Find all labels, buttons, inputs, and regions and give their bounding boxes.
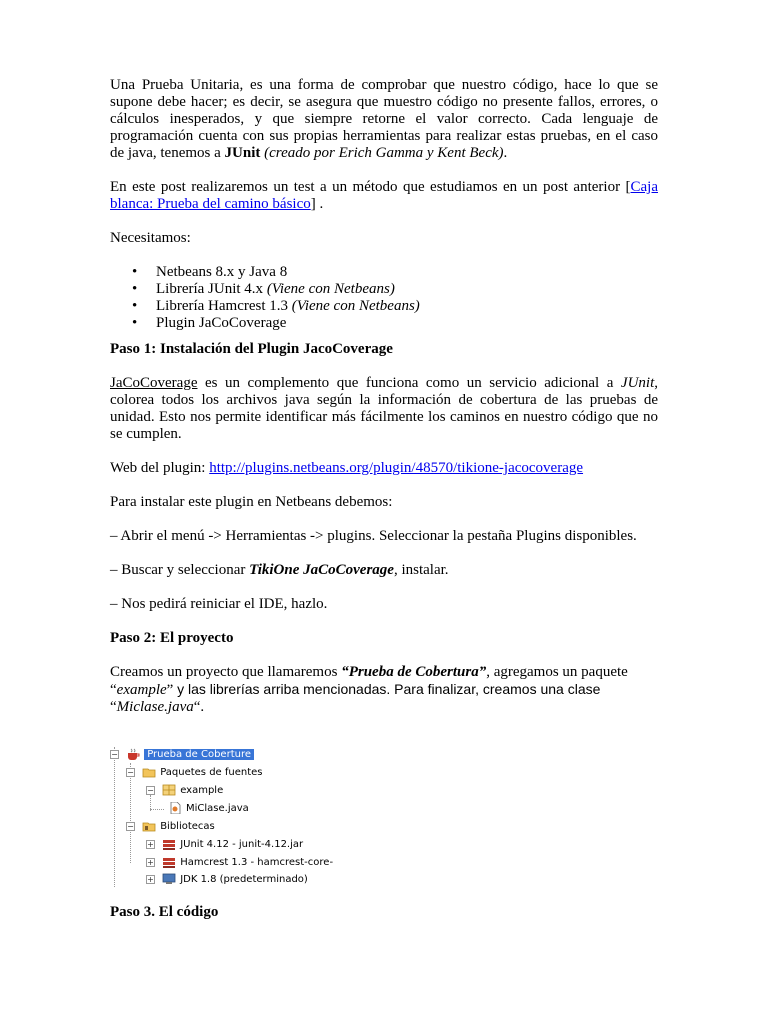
step2-title (110, 630, 658, 647)
project-tree-image (110, 739, 350, 889)
tree-node-file[interactable] (168, 801, 249, 817)
tree-node-libraries[interactable] (126, 819, 215, 835)
intro-text: Una Prueba Unitaria, es una forma de comprobar que nuestro código, hace lo que se supone debe hacer; es decir, se asegura que muestro código no presente fallos, errores, o cálculos inesperados, y que siempre retorne el valor correcto. Cada lenguaje de programación cuenta con sus propias herramientas para realizar estas pruebas, en el caso de java, tenemos a (110, 77, 658, 161)
post-paragraph (110, 179, 658, 213)
tree-node-package[interactable] (146, 783, 223, 799)
package-label: example (180, 785, 224, 796)
needs-heading: Necesitamos: (110, 230, 191, 246)
junit-credit: (creado por Erich Gamma y Kent Beck) (264, 145, 504, 161)
jar-icon (162, 838, 176, 850)
package-name: example (116, 682, 167, 698)
plugin-name: TikiOne JaCoCoverage (249, 562, 394, 578)
post-text: En este post realizaremos un test a un método que estudiamos en un post anterior [ (110, 179, 631, 195)
jaco-paragraph (110, 375, 658, 443)
bullet-icon: • (132, 298, 138, 314)
sources-label: Paquetes de fuentes (160, 767, 263, 778)
tree-guide-line (114, 747, 115, 887)
package-icon (162, 784, 176, 796)
step2-title-text: Paso 2: El proyecto (110, 630, 234, 646)
collapse-icon[interactable]: − (147, 785, 154, 795)
file-label: MiClase.java (186, 803, 249, 814)
intro-end: . (503, 145, 508, 161)
libraries-label: Bibliotecas (160, 821, 215, 832)
project-text-4: y las librerías arriba mencionadas. Para finalizar, creamos una clase (177, 681, 601, 697)
expand-icon[interactable]: + (147, 874, 154, 884)
jdk-icon (162, 873, 176, 885)
project-text-2: , agregamos un paquete “ (110, 664, 628, 698)
project-name: “Prueba de Cobertura” (341, 664, 487, 680)
tree-node-sources[interactable] (126, 765, 263, 781)
tree-guide-line (150, 809, 164, 810)
tree-node-jdk[interactable] (146, 872, 308, 888)
class-name: Miclase.java (116, 699, 194, 715)
folder-icon (142, 766, 156, 778)
list-item-note: (Viene con Netbeans) (266, 281, 395, 297)
install-intro: Para instalar este plugin en Netbeans debemos: (110, 494, 393, 510)
install-step-a: – Abrir el menú -> Herramientas -> plugins. Seleccionar la pestaña Plugins disponibles. (110, 528, 637, 544)
lib-junit-label: JUnit 4.12 - junit-4.12.jar (180, 839, 304, 850)
web-label: Web del plugin: (110, 460, 210, 476)
project-text-6: “. (193, 699, 205, 715)
expand-icon[interactable]: + (147, 839, 154, 849)
jar-icon (162, 856, 176, 868)
intro-paragraph (110, 77, 658, 162)
list-item-text: Plugin JaCoCoverage (156, 315, 287, 331)
list-item-text: Librería Hamcrest 1.3 (156, 298, 292, 314)
project-text-5: “ (110, 699, 117, 715)
list-item-note: (Viene con Netbeans) (291, 298, 420, 314)
junit-bold: JUnit (224, 145, 261, 161)
list-item (110, 315, 658, 332)
jdk-label: JDK 1.8 (predeterminado) (180, 874, 308, 885)
list-item-text: Librería JUnit 4.x (156, 281, 267, 297)
bullet-icon: • (132, 281, 138, 297)
step1-title (110, 341, 658, 358)
install-step-b (110, 562, 658, 579)
collapse-icon[interactable]: − (111, 749, 118, 759)
collapse-icon[interactable]: − (127, 821, 134, 831)
jaco-junit: JUnit (620, 375, 655, 391)
list-item (110, 281, 658, 298)
step1-title-text: Paso 1: Instalación del Plugin JacoCoverage (110, 341, 393, 357)
bullet-icon: • (132, 315, 138, 331)
java-file-icon (168, 802, 182, 814)
lib-hamcrest-label: Hamcrest 1.3 - hamcrest-core- (180, 857, 334, 868)
expand-icon[interactable]: + (147, 857, 154, 867)
list-item-text: Netbeans 8.x y Java 8 (156, 264, 288, 280)
jaco-desc-b: , colorea todos los archivos java según la información de cobertura de las pruebas de unidad. Esto nos permite identificar más fácilmente los caminos en nuestro código que no se cumplen. (110, 375, 658, 442)
tree-node-lib-junit[interactable] (146, 837, 303, 853)
list-item (110, 298, 658, 315)
document-body (110, 77, 658, 716)
bullet-icon: • (132, 264, 138, 280)
collapse-icon[interactable]: − (127, 767, 134, 777)
jaco-name: JaCoCoverage (110, 375, 198, 391)
list-item (110, 264, 658, 281)
project-label: Prueba de Coberture (144, 749, 254, 760)
post-end: ] . (310, 196, 324, 212)
java-project-icon (126, 748, 140, 760)
tree-node-project[interactable] (110, 747, 254, 763)
step3-title-text: Paso 3. El código (110, 904, 219, 920)
project-text-3: ” (166, 682, 178, 698)
libraries-folder-icon (142, 820, 156, 832)
project-text-1: Creamos un proyecto que llamaremos (110, 664, 342, 680)
plugin-web-link[interactable]: http://plugins.netbeans.org/plugin/48570/tikione-jacocoverage (209, 460, 584, 476)
web-paragraph (110, 460, 658, 477)
requirements-list (110, 264, 658, 332)
step3-title (110, 904, 218, 921)
install-step-b-text: – Buscar y seleccionar (110, 562, 250, 578)
tree-node-lib-hamcrest[interactable] (146, 855, 333, 871)
project-paragraph (110, 664, 658, 716)
jaco-desc-a: es un complemento que funciona como un servicio adicional a (197, 375, 621, 391)
install-step-b-end: , instalar. (393, 562, 449, 578)
previous-post-link[interactable]: Caja blanca: Prueba del camino básico (110, 179, 658, 212)
install-step-c: – Nos pedirá reiniciar el IDE, hazlo. (110, 596, 328, 612)
